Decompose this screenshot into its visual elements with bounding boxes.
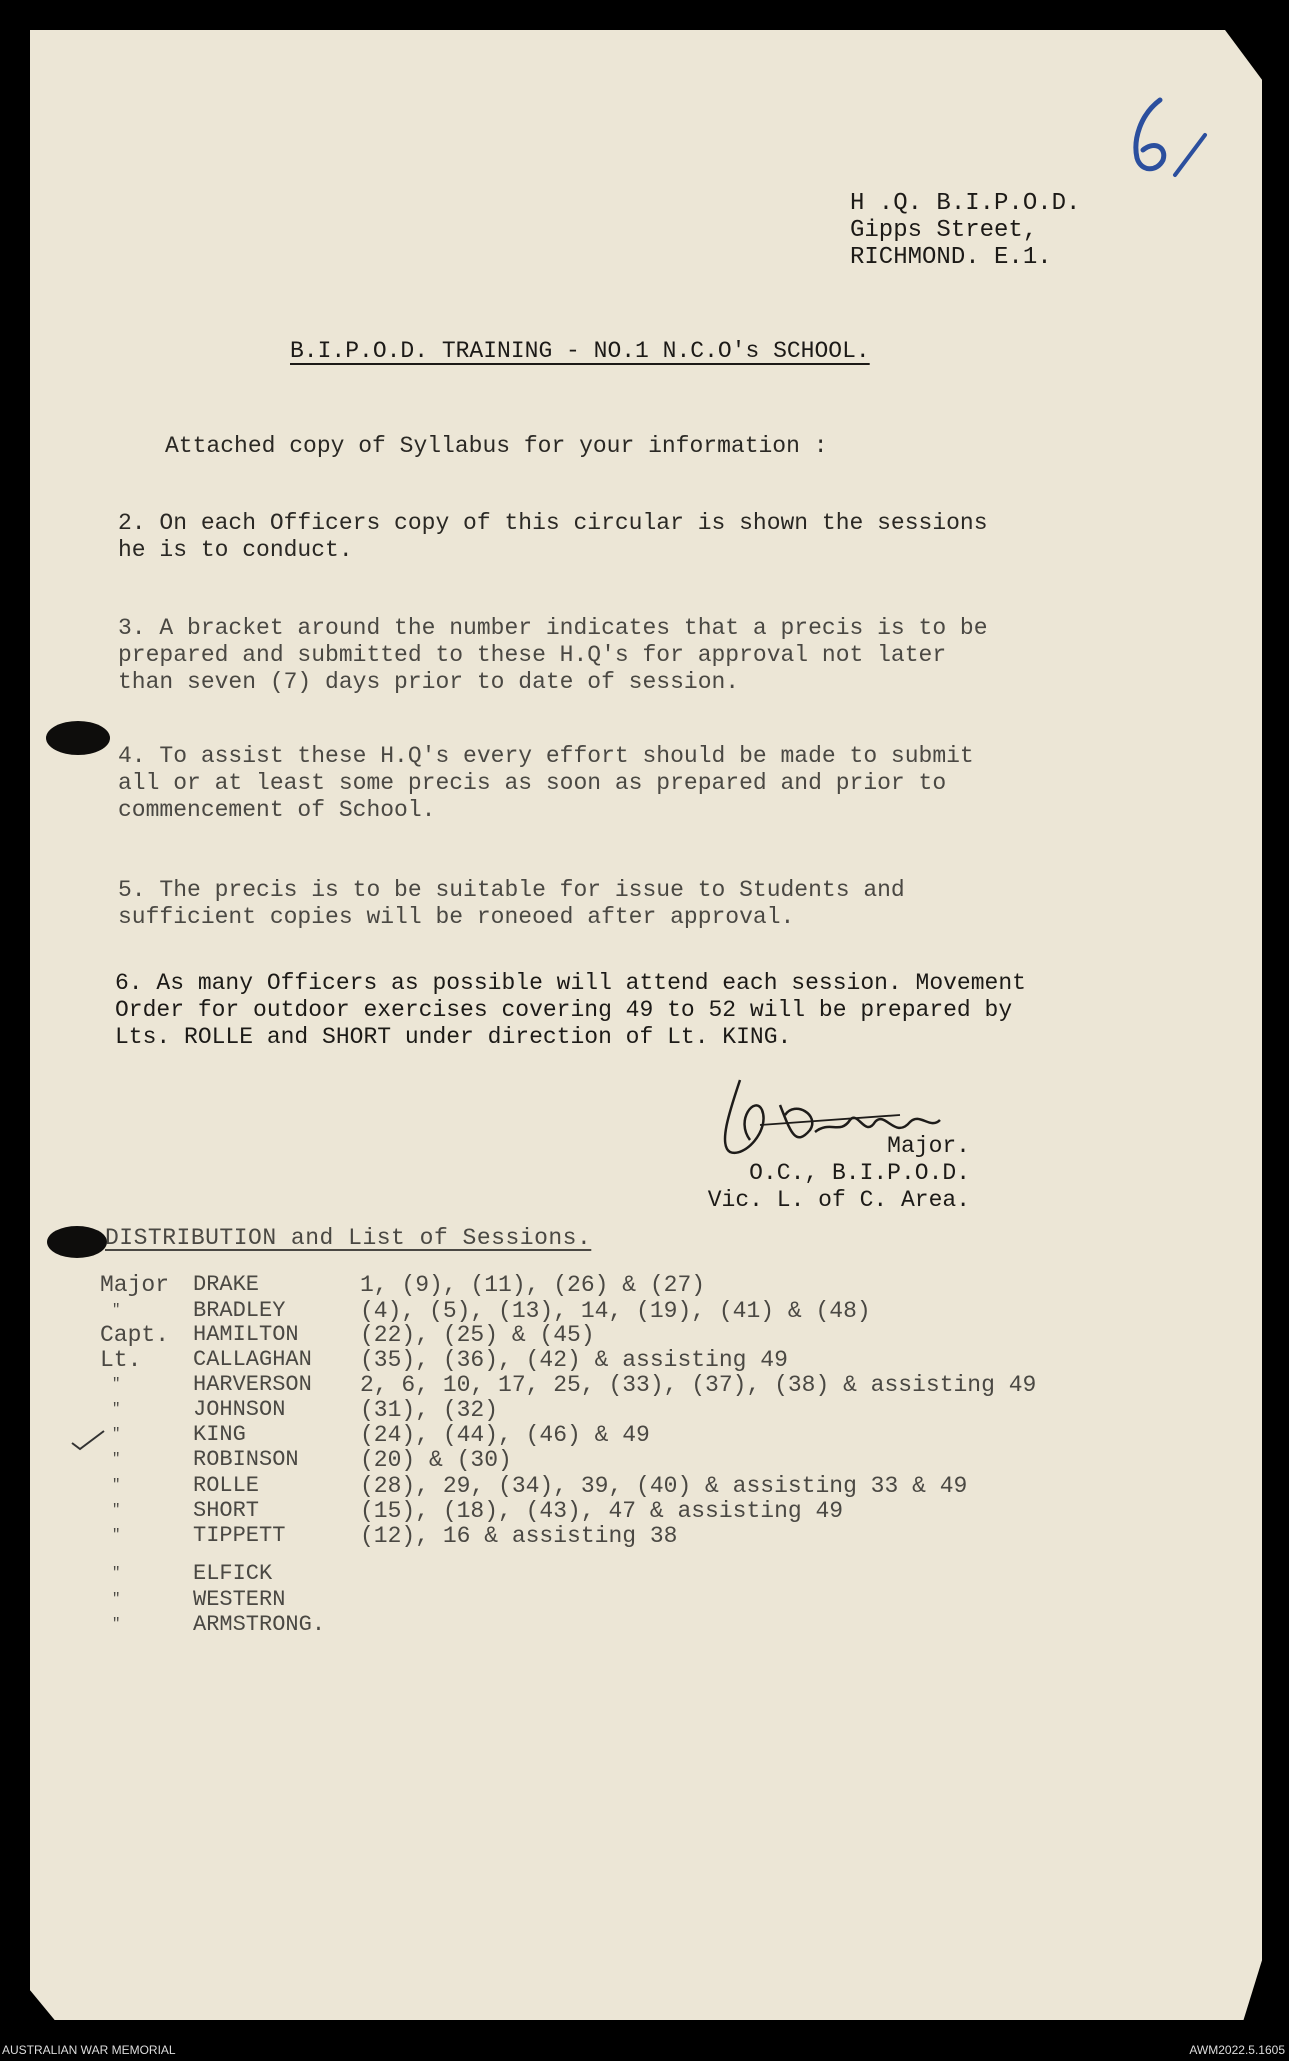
distribution-name: ROLLE [193,1473,260,1498]
signature-line-appointment: O.C., B.I.P.O.D. [749,1160,970,1186]
distribution-rank: " [112,1502,121,1518]
distribution-rank: Capt. [100,1322,170,1348]
distribution-name: SHORT [193,1498,260,1523]
distribution-rank: Lt. [100,1347,142,1373]
distribution-rank: " [112,1426,121,1442]
distribution-rank: " [112,1616,121,1632]
ink-blot-icon [42,1220,112,1264]
distribution-rank: " [112,1527,121,1543]
distribution-heading: DISTRIBUTION and List of Sessions. [105,1225,592,1251]
distribution-name: WESTERN [193,1587,286,1612]
paragraph-5: 5. The precis is to be suitable for issue to Students and sufficient copies will be roneoed after approval. [118,877,905,930]
distribution-rank: " [112,1565,121,1581]
handwritten-page-number-icon [1105,80,1215,190]
signature-line-area: Vic. L. of C. Area. [707,1187,970,1213]
distribution-name: HAMILTON [193,1322,299,1347]
distribution-sessions: (22), (25) & (45) [360,1322,595,1348]
distribution-rank: " [112,1451,121,1467]
checkmark-icon [68,1425,108,1455]
distribution-name: ROBINSON [193,1447,299,1472]
distribution-name: BRADLEY [193,1298,286,1323]
paragraph-4: 4. To assist these H.Q's every effort should be made to submit all or at least some precis as soon as prepared and prior to commencement of School. [118,743,974,823]
distribution-sessions: 1, (9), (11), (26) & (27) [360,1272,706,1298]
distribution-sessions: (24), (44), (46) & 49 [360,1422,650,1448]
distribution-rank: " [112,1477,121,1493]
distribution-rank: " [112,1591,121,1607]
paragraph-2: 2. On each Officers copy of this circular is shown the sessions he is to conduct. [118,510,988,563]
distribution-rank: Major [100,1272,170,1298]
distribution-sessions: 2, 6, 10, 17, 25, (33), (37), (38) & assisting 49 [360,1372,1037,1398]
distribution-name: KING [193,1422,246,1447]
paragraph-1: Attached copy of Syllabus for your information : [165,433,828,459]
address-line: Gipps Street, [850,217,1038,244]
distribution-sessions: (31), (32) [360,1397,499,1423]
distribution-sessions: (35), (36), (42) & assisting 49 [360,1347,788,1373]
distribution-sessions: (28), 29, (34), 39, (40) & assisting 33 & 49 [360,1473,968,1499]
ink-blot-icon [38,713,118,763]
address-line: H .Q. B.I.P.O.D. [850,190,1081,217]
document-title: B.I.P.O.D. TRAINING - NO.1 N.C.O's SCHOOL. [290,338,870,364]
distribution-sessions: (15), (18), (43), 47 & assisting 49 [360,1498,844,1524]
footer-right: AWM2022.5.1605 [1189,2043,1285,2057]
distribution-name: DRAKE [193,1272,260,1297]
distribution-name: ELFICK [193,1561,273,1586]
signature-line-rank: Major. [887,1133,970,1159]
distribution-name: TIPPETT [193,1523,286,1548]
distribution-rank: " [112,1376,121,1392]
distribution-name: ARMSTRONG. [193,1612,326,1637]
paragraph-6: 6. As many Officers as possible will attend each session. Movement Order for outdoor exercises covering 49 to 52 will be prepared by Lts. ROLLE and SHORT under direction of Lt. KING. [115,970,1026,1050]
footer-left: AUSTRALIAN WAR MEMORIAL [2,2043,176,2057]
distribution-sessions: (4), (5), (13), 14, (19), (41) & (48) [360,1298,871,1324]
paragraph-3: 3. A bracket around the number indicates that a precis is to be prepared and submitted to these H.Q's for approval not later than seven (7) days prior to date of session. [118,615,988,695]
distribution-name: CALLAGHAN [193,1347,312,1372]
distribution-rank: " [112,1401,121,1417]
distribution-sessions: (12), 16 & assisting 38 [360,1523,678,1549]
distribution-name: HARVERSON [193,1372,312,1397]
signature-name [0,0,4,1]
distribution-name: JOHNSON [193,1397,286,1422]
distribution-rank: " [112,1302,121,1318]
signature-block [680,1133,970,1214]
distribution-sessions: (20) & (30) [360,1447,512,1473]
address-line: RICHMOND. E.1. [850,244,1052,271]
address-block [850,190,1080,271]
